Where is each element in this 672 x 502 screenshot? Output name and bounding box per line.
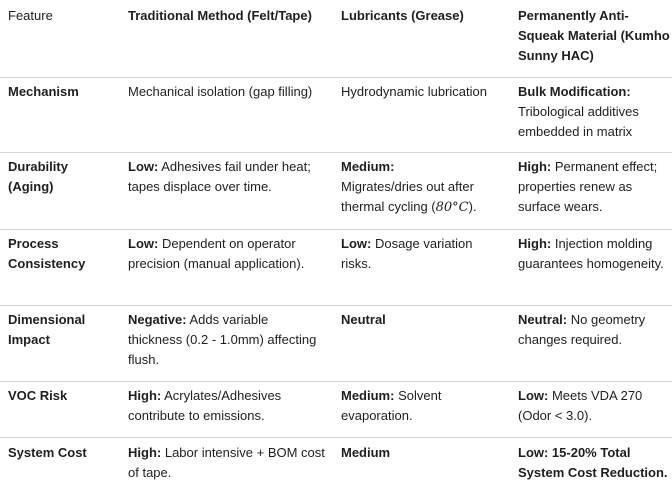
cell-text: No geometry changes required. [518, 312, 646, 347]
cell-anti-squeak [510, 310, 672, 381]
table-row-voc-risk [0, 382, 672, 438]
cell-anti-squeak [510, 443, 672, 500]
header-anti-squeak-material: Permanently Anti-Squeak Material (Kumho Sunny HAC) [518, 8, 670, 63]
cell-lubricants [333, 443, 510, 500]
table-header-row [0, 0, 672, 78]
cell-text: Solvent evaporation. [341, 388, 442, 423]
cell-text: Dependent on operator precision (manual application). [128, 236, 305, 271]
cell-lubricants [333, 82, 510, 152]
cell-tail: ). [468, 199, 477, 214]
cell-lead: Low: [128, 236, 159, 251]
table-row-durability [0, 153, 672, 230]
cell-lead: Low: [518, 388, 549, 403]
cell-lead: Neutral [341, 312, 386, 327]
cell-lead: Medium: [341, 388, 395, 403]
cell-text: Permanent effect; properties renew as surface wears. [518, 159, 658, 214]
header-feature: Feature [8, 8, 53, 23]
cell-lubricants [333, 234, 510, 305]
cell-lead: High: [128, 445, 162, 460]
cell-traditional [120, 234, 333, 305]
cell-lubricants [333, 310, 510, 381]
cell-lead: Medium: [341, 159, 395, 174]
cell-anti-squeak [510, 234, 672, 305]
cell-lead: Neutral: [518, 312, 568, 327]
cell-text: Adhesives fail under heat; tapes displace over time. [128, 159, 311, 194]
cell-lead: Medium [341, 445, 391, 460]
table-row-dimensional-impact [0, 306, 672, 382]
row-label: System Cost [8, 445, 87, 460]
row-label: VOC Risk [8, 388, 68, 403]
cell-lead: High: [128, 388, 162, 403]
cell-text: Tribological additives embedded in matrix [518, 104, 639, 139]
cell-traditional [120, 443, 333, 500]
cell-traditional [120, 386, 333, 437]
cell-text: Acrylates/Adhesives contribute to emissions. [128, 388, 282, 423]
table-row-process-consistency [0, 230, 672, 306]
cell-text: Hydrodynamic lubrication [341, 84, 487, 99]
table-row-system-cost [0, 438, 672, 500]
cell-text: Labor intensive + BOM cost of tape. [128, 445, 325, 480]
cell-anti-squeak [510, 82, 672, 152]
cell-lubricants [333, 386, 510, 437]
cell-lead: Low: [128, 159, 159, 174]
cell-text: Meets VDA 270 (Odor < 3.0). [518, 388, 643, 423]
temperature-value: 80°C [435, 200, 469, 215]
row-label: Dimensional Impact [8, 312, 86, 347]
cell-text: Dosage variation risks. [341, 236, 473, 271]
cell-anti-squeak [510, 386, 672, 437]
row-label: Process Consistency [8, 236, 86, 271]
cell-lead: Negative: [128, 312, 187, 327]
row-label: Durability (Aging) [8, 159, 68, 194]
row-label: Mechanism [8, 84, 79, 99]
table-row-mechanism [0, 78, 672, 153]
cell-lubricants [333, 157, 510, 229]
header-traditional-method: Traditional Method (Felt/Tape) [128, 8, 312, 23]
cell-anti-squeak [510, 157, 672, 229]
cell-lead: High: [518, 159, 552, 174]
cell-text: Injection molding guarantees homogeneity. [518, 236, 664, 271]
header-lubricants: Lubricants (Grease) [341, 8, 464, 23]
cell-traditional [120, 157, 333, 229]
cell-traditional [120, 82, 333, 152]
cell-lead: Bulk Modification: [518, 84, 631, 99]
cell-lead: Low: 15-20% Total System Cost Reduction. [518, 445, 668, 480]
cell-traditional [120, 310, 333, 381]
cell-lead: High: [518, 236, 552, 251]
cell-lead: Low: [341, 236, 372, 251]
cell-text: Mechanical isolation (gap filling) [128, 84, 313, 99]
cell-text: Migrates/dries out after thermal cycling ( [341, 179, 474, 214]
cell-text: Adds variable thickness (0.2 - 1.0mm) affecting flush. [128, 312, 317, 367]
